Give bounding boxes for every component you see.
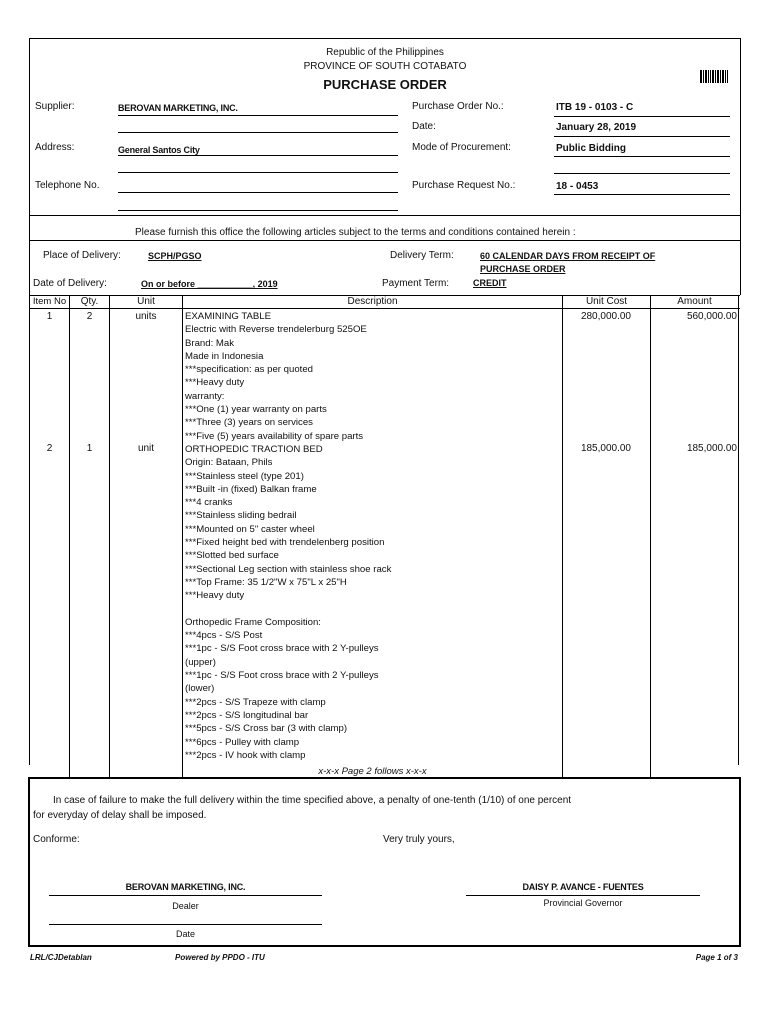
delivery-date-label: Date of Delivery: [33, 278, 107, 289]
item-1-desc-line: Electric with Reverse trendelerburg 525OE [185, 324, 367, 336]
item-1-unit: units [135, 311, 157, 322]
item-2-desc-line: ***2pcs - S/S longitudinal bar [185, 709, 309, 721]
item-2-desc-line: ***4 cranks [185, 497, 233, 509]
lower-box-right [739, 777, 741, 947]
barcode-icon [700, 70, 728, 83]
place-value: SCPH/PGSO [148, 251, 202, 261]
continuation-note: x-x-x Page 2 follows x-x-x [318, 766, 427, 777]
term-value-1: 60 CALENDAR DAYS FROM RECEIPT OF [480, 251, 656, 261]
item-2-no: 2 [46, 443, 53, 454]
conforme-label: Conforme: [33, 834, 80, 845]
province-text: PROVINCE OF SOUTH COTABATO [303, 61, 467, 72]
frame-top [29, 38, 740, 39]
address-label: Address: [35, 142, 75, 153]
date-line [554, 136, 730, 137]
mode-label: Mode of Procurement: [412, 142, 511, 153]
item-2-desc-line: ***Stainless steel (type 201) [185, 470, 304, 482]
telephone-line [118, 192, 398, 193]
item-2-desc-line: (upper) [185, 656, 216, 668]
lower-box-top [28, 777, 741, 779]
item-2-desc-line: ***1pc - S/S Foot cross brace with 2 Y-pulleys [185, 670, 379, 682]
item-2-desc-line: ***Top Frame: 35 1/2"W x 75"L x 25"H [185, 576, 347, 588]
col-line-1 [69, 295, 70, 777]
term-label: Delivery Term: [390, 250, 454, 261]
item-2-unit: unit [137, 443, 155, 454]
col-line-0 [29, 295, 30, 765]
item-1-desc-line: ***Five (5) years availability of spare parts [185, 430, 364, 442]
item-1-desc-line: ***specification: as per quoted [185, 364, 313, 376]
governor-sign-line [466, 895, 700, 896]
term-value-2: PURCHASE ORDER [480, 264, 566, 274]
item-2-desc-line [185, 603, 391, 616]
header-unit: Unit [137, 296, 155, 307]
item-2-desc-line: ORTHOPEDIC TRACTION BED [185, 444, 323, 455]
page-title: PURCHASE ORDER [323, 77, 447, 92]
header-description: Description [347, 296, 398, 307]
col-line-5 [650, 295, 651, 777]
penalty-text-1: In case of failure to make the full delivery within the time specified above, a penalty of one-tenth (1/10) of one percent [53, 795, 572, 806]
item-2-desc-line: ***1pc - S/S Foot cross brace with 2 Y-pulleys [185, 643, 379, 655]
col-line-3 [182, 295, 183, 777]
item-2-unit-cost: 185,000.00 [580, 443, 631, 454]
item-2-desc-line: ***6pcs - Pulley with clamp [185, 736, 300, 748]
item-2-desc-line: ***4pcs - S/S Post [185, 630, 263, 642]
header-unit-cost: Unit Cost [585, 296, 628, 307]
closing-text: Very truly yours, [383, 834, 455, 845]
col-line-2 [109, 295, 110, 777]
item-1-no: 1 [46, 311, 53, 322]
header-amount: Amount [677, 296, 712, 307]
col-line-6 [738, 295, 739, 765]
supplier-value: BEROVAN MARKETING, INC. [118, 103, 238, 113]
delivery-date-value: On or before ___________, 2019 [141, 279, 278, 289]
item-2-desc-line: ***Stainless sliding bedrail [185, 510, 297, 522]
item-1-unit-cost: 280,000.00 [580, 311, 631, 322]
item-1-desc-line: ***One (1) year warranty on parts [185, 404, 327, 416]
po-label: Purchase Order No.: [412, 101, 504, 112]
pr-value: 18 - 0453 [556, 181, 599, 192]
dealer-label: Dealer [172, 901, 199, 911]
payment-label: Payment Term: [382, 278, 450, 289]
header-item-no: Item No [32, 296, 67, 307]
address-value: General Santos City [118, 145, 200, 155]
item-2-desc-line: ***Mounted on 5" caster wheel [185, 523, 315, 535]
place-label: Place of Delivery: [43, 250, 121, 261]
header-qty: Qty. [80, 296, 99, 307]
pr-label: Purchase Request No.: [412, 180, 516, 191]
date-sign-line [49, 924, 322, 925]
item-1-desc-line: EXAMINING TABLE [185, 311, 272, 322]
item-2-desc-line: (lower) [185, 683, 215, 695]
date-value: January 28, 2019 [556, 122, 637, 133]
lower-box-bottom [28, 945, 741, 947]
item-1-qty: 2 [86, 311, 93, 322]
republic-text: Republic of the Philippines [326, 47, 444, 58]
item-2-qty: 1 [86, 443, 93, 454]
supplier-line-2 [118, 132, 398, 133]
supplier-label: Supplier: [35, 101, 75, 112]
item-1-description [185, 310, 367, 443]
item-2-desc-line: ***Built -in (fixed) Balkan frame [185, 483, 317, 495]
mode-line-2 [554, 173, 730, 174]
item-1-desc-line: ***Heavy duty [185, 377, 245, 389]
penalty-text-2: for everyday of delay shall be imposed. [33, 810, 207, 821]
payment-value: CREDIT [473, 278, 507, 288]
item-1-amount: 560,000.00 [686, 311, 737, 322]
po-line [554, 116, 730, 117]
item-2-desc-line: ***5pcs - S/S Cross bar (3 with clamp) [185, 723, 348, 735]
dealer-sign-line [49, 895, 322, 896]
po-value: ITB 19 - 0103 - C [556, 102, 634, 113]
item-2-desc-line: ***Fixed height bed with trendelenberg position [185, 537, 385, 549]
item-2-desc-line: Orthopedic Frame Composition: [185, 616, 321, 628]
item-2-desc-line: ***Heavy duty [185, 590, 245, 602]
date-label: Date: [412, 121, 436, 132]
item-2-desc-line: ***Slotted bed surface [185, 550, 279, 562]
footer-page: Page 1 of 3 [695, 953, 738, 962]
footer-center: Powered by PPDO - ITU [175, 953, 265, 962]
item-2-desc-line: ***2pcs - IV hook with clamp [185, 749, 306, 761]
date-sign-label: Date [175, 929, 195, 939]
lower-box-left [28, 777, 30, 947]
table-header-border [29, 308, 740, 309]
item-2-desc-line: ***Sectional Leg section with stainless shoe rack [185, 563, 392, 575]
address-line-2 [118, 172, 398, 173]
supplier-line [118, 115, 398, 116]
frame-divider [29, 215, 740, 216]
governor-name: DAISY P. AVANCE - FUENTES [522, 882, 644, 892]
telephone-label: Telephone No. [35, 180, 100, 191]
item-1-desc-line: ***Three (3) years on services [185, 417, 313, 429]
dealer-name: BEROVAN MARKETING, INC. [125, 882, 246, 892]
item-1-desc-line: Brand: Mak [185, 337, 235, 349]
footer-left: LRL/CJDetablan [30, 953, 92, 962]
governor-title: Provincial Governor [543, 898, 623, 908]
item-2-desc-line: ***2pcs - S/S Trapeze with clamp [185, 696, 326, 708]
instruction-text: Please furnish this office the following articles subject to the terms and conditions contained herein : [135, 227, 576, 238]
address-line [118, 155, 398, 156]
item-1-desc-line: warranty: [185, 390, 225, 402]
item-2-desc-line: Origin: Bataan, Phils [185, 457, 273, 469]
item-2-description [185, 443, 391, 762]
mode-line [554, 156, 730, 157]
telephone-line-2 [118, 210, 398, 211]
item-1-desc-line: Made in Indonesia [185, 350, 264, 362]
item-2-amount: 185,000.00 [686, 443, 737, 454]
pr-line [554, 194, 730, 195]
instruction-divider [29, 240, 740, 241]
col-line-4 [562, 295, 563, 777]
mode-value: Public Bidding [556, 143, 626, 154]
